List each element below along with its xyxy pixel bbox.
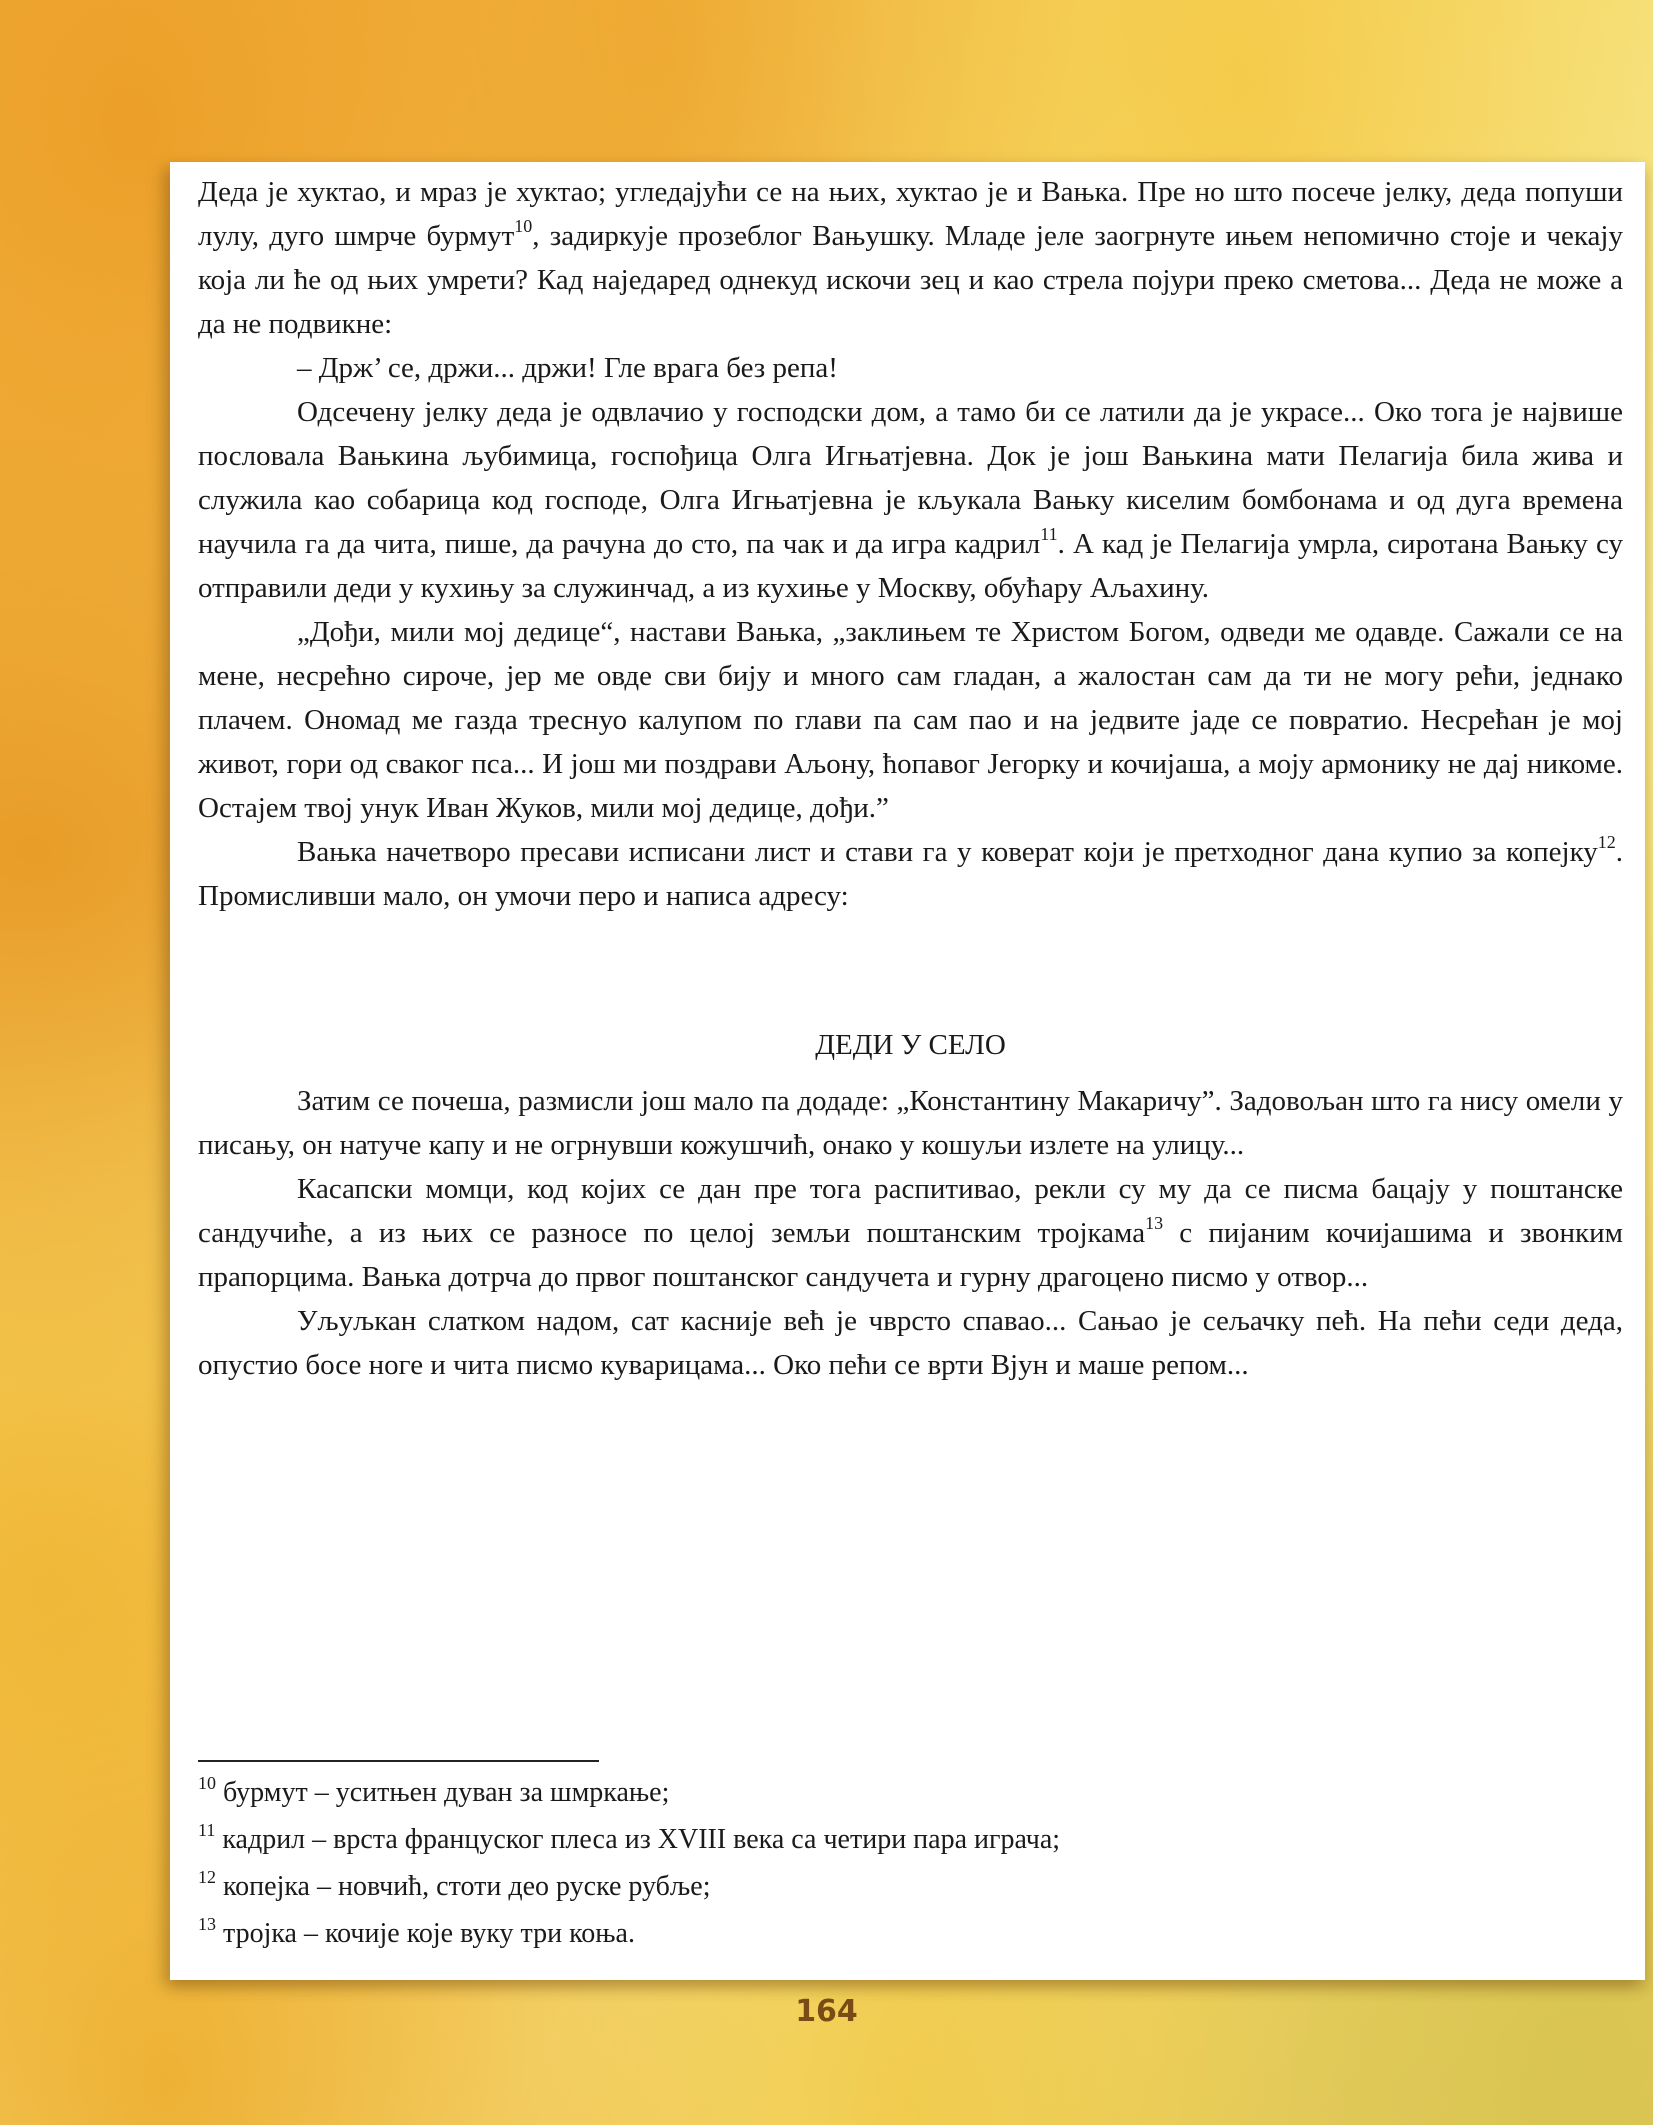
spacer-small bbox=[198, 1067, 1623, 1079]
paragraph-3-text-b: . А кад је Пелагија умрла, сиротана Вањку су отправили деди у кухињу за служинчад, а из кухиње у Москву, обућару Аљахину. bbox=[198, 528, 1623, 604]
footnote-divider bbox=[198, 1760, 599, 1762]
footnote-11 bbox=[198, 1816, 1623, 1863]
footnote-number: 11 bbox=[198, 1819, 216, 1840]
paragraph-1 bbox=[198, 170, 1623, 346]
paragraph-7 bbox=[198, 1167, 1623, 1299]
paragraph-7-text-b: с пијаним кочијашима и звонким прапорцима. Вањка дотрча до првог поштанског сандучета и гурну драгоцено писмо у отвор... bbox=[198, 1217, 1623, 1293]
paragraph-1-text-b: , задиркује прозеблог Вањушку. Младе јеле заогрнуте ињем непомично стоје и чекају која ли ће од њих умрети? Кад наједаред однекуд искочи зец и као стрела појури преко сметова... Деда не може а да не подвикне: bbox=[198, 220, 1623, 340]
footnote-text: кадрил – врста француског плеса из XVIII века са четири пара играча; bbox=[215, 1824, 1061, 1855]
footnote-13 bbox=[198, 1910, 1623, 1957]
spacer bbox=[198, 918, 1623, 1023]
footnotes bbox=[198, 1769, 1623, 1957]
footnote-ref-11[interactable]: 11 bbox=[1040, 524, 1058, 545]
paragraph-1-text-a: Деда је хуктао, и мраз је хуктао; угледајући се на њих, хуктао је и Вањка. Пре но што посече јелку, деда попуши лулу, дуго шмрче бурмут bbox=[198, 176, 1623, 252]
paragraph-3-text-a: Одсечену јелку деда је одвлачио у господски дом, а тамо би се латили да је украсе... Око тога је највише пословала Вањкина љубимица, госпођица Олга Игњатјевна. Док је још Вањкина мати Пелагија била жива и служила као собарица код господе, Олга Игњатјевна је кљукала Вањку киселим бомбонама и од дуга времена научила га да чита, пише, да рачуна до сто, па чак и да игра кадрил bbox=[198, 396, 1623, 560]
footnote-text: бурмут – уситњен дуван за шмркање; bbox=[216, 1777, 670, 1808]
footnote-text: тројка – кочије које вуку три коња. bbox=[216, 1918, 635, 1949]
footnote-number: 12 bbox=[198, 1866, 216, 1887]
footnote-12 bbox=[198, 1863, 1623, 1910]
paragraph-2: – Држ’ се, држи... држи! Гле врага без репа! bbox=[297, 352, 838, 384]
paragraph-5-text-b: . Промисливши мало, он умочи перо и написа адресу: bbox=[198, 836, 1623, 912]
paragraph-4: „Дођи, мили мој дедице“, настави Вањка, „заклињем те Христом Богом, одведи ме одавде. Сажали се на мене, несрећно сироче, јер ме овде сви бију и много сам гладан, а жалостан сам да ти не могу рећи, једнако плачем. Ономад ме газда треснуо калупом по глави па сам пао и на једвите јаде се повратио. Несрећан је мој живот, гори од сваког пса... И још ми поздрави Аљону, ћопавог Јегорку и кочијаша, а моју армонику не дај никоме. Остајем твој унук Иван Жуков, мили мој дедице, дођи.” bbox=[198, 616, 1623, 824]
footnote-ref-12[interactable]: 12 bbox=[1597, 832, 1616, 853]
paragraph-7-text-a: Касапски момци, код којих се дан пре тога распитивао, рекли су му да се писма бацају у поштанске сандучиће, а из њих се разносе по целој земљи поштанским тројкама bbox=[198, 1173, 1623, 1249]
paragraph-6: Затим се почеша, размисли још мало па додаде: „Константину Макаричу”. Задовољан што га нису омели у писању, он натуче капу и не огрнувши кожушчић, онако у кошуљи излете на улицу... bbox=[198, 1085, 1623, 1161]
page-number: 164 bbox=[795, 1994, 858, 2029]
paragraph-8: Уљуљкан слатком надом, сат касније већ је чврсто спавао... Сањао је сељачку пећ. На пећи седи деда, опустио босе ноге и чита писмо куварицама... Око пећи се врти Вјун и маше репом... bbox=[198, 1305, 1623, 1381]
page-card bbox=[170, 162, 1645, 1980]
paragraph-3 bbox=[198, 390, 1623, 610]
footnote-number: 13 bbox=[198, 1913, 216, 1934]
footnote-10 bbox=[198, 1769, 1623, 1816]
story-text bbox=[198, 170, 1623, 1387]
footnote-number: 10 bbox=[198, 1772, 216, 1793]
footnote-ref-13[interactable]: 13 bbox=[1145, 1213, 1164, 1234]
footnote-ref-10[interactable]: 10 bbox=[514, 216, 533, 237]
letter-address: ДЕДИ У СЕЛО bbox=[815, 1029, 1006, 1061]
paragraph-5-text-a: Вањка начетворо пресави исписани лист и стави га у коверат који је претходног дана купио за копејку bbox=[297, 836, 1598, 868]
paragraph-5 bbox=[198, 830, 1623, 918]
footnote-text: копејка – новчић, стоти део руске рубље; bbox=[216, 1871, 711, 1902]
